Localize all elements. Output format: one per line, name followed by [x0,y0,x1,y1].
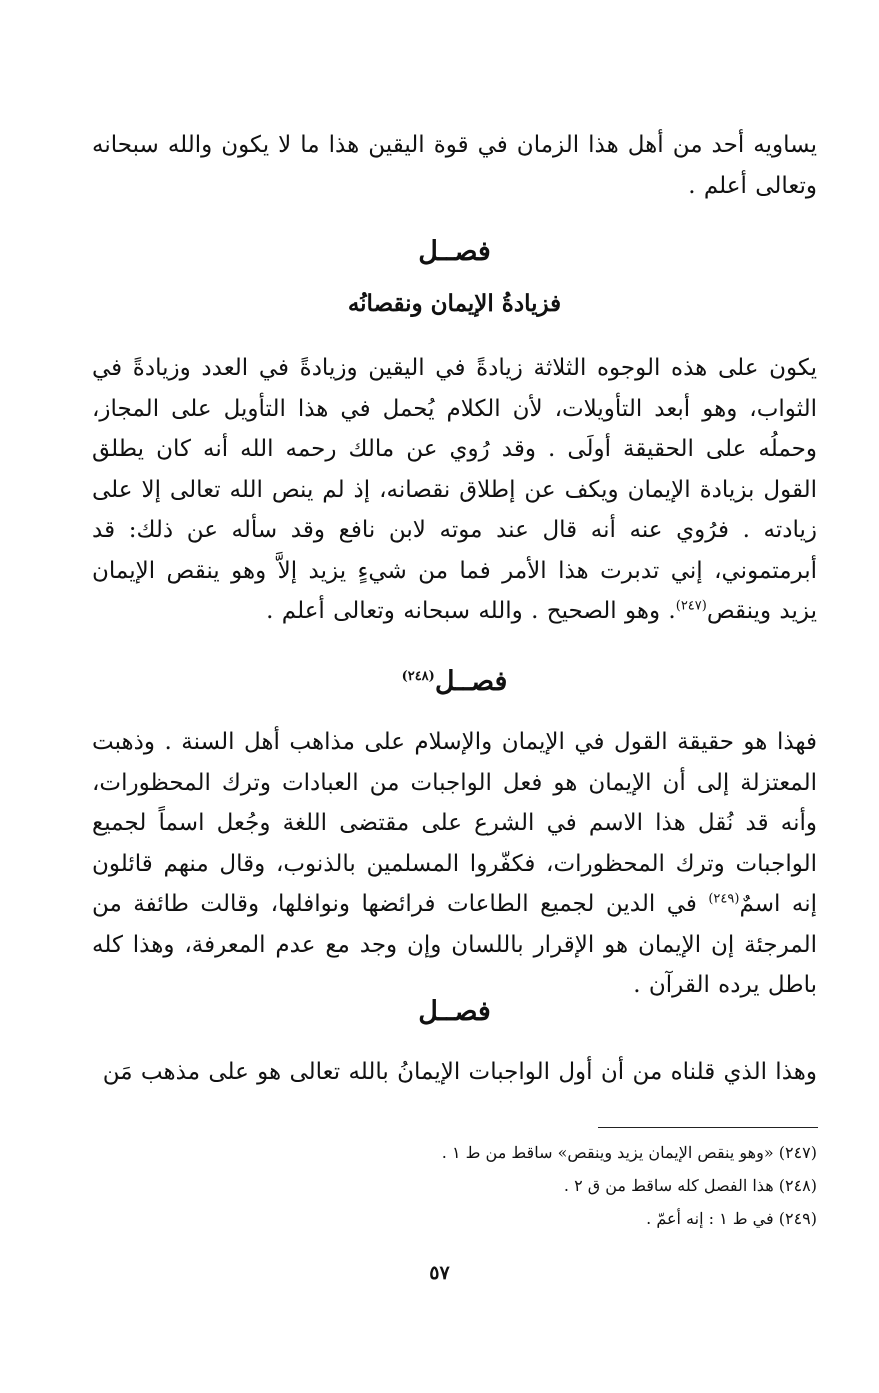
paragraph-sunnah-mutazila [92,722,817,1006]
footnote-ref-247[interactable]: (٢٤٧) [675,598,707,614]
paragraph-continued [92,125,817,206]
footnote-divider [598,1127,818,1128]
paragraph-text: يساويه أحد من أهل هذا الزمان في قوة اليقين هذا ما لا يكون والله سبحانه وتعالى أعلم . [92,132,817,199]
footnote-ref-248[interactable]: (٢٤٨) [401,669,435,684]
footnote-248: (٢٤٨) هذا الفصل كله ساقط من ق ٢ . [563,1176,817,1195]
paragraph-text: وهذا الذي قلناه من أن أول الواجبات الإيمانُ بالله تعالى هو على مذهب مَن [102,1059,817,1085]
paragraph-text: فهذا هو حقيقة القول في الإيمان والإسلام على مذاهب أهل السنة . وذهبت المعتزلة إلى أن الإيمان هو فعل الواجبات من العبادات وترك المحظورات، وأنه قد نُقل هذا الاسم في الشرع على مقتضى اللغة وجُعل اسماً لجميع الواجبات وترك المحظورات، فكفّروا المسلمين بالذنوب، وقال منهم قائلون إنه اسمٌ [92,729,818,917]
section-heading-fasl [92,666,817,697]
footnote-ref-249[interactable]: (٢٤٩) [708,891,740,907]
heading-text: فصــل [434,666,508,697]
paragraph-text: يكون على هذه الوجوه الثلاثة زيادةً في اليقين وزيادةً في العدد وزيادةً في الثواب، وهو أبعد التأويلات، لأن الكلام يُحمل في هذا التأويل على المجاز، وحملُه على الحقيقة أولَى . وقد رُوي عن مالك رحمه الله أنه كان يطلق القول بزيادة الإيمان ويكف عن إطلاق نقصانه، إذ لم ينص الله تعالى إلا على زيادته . فرُوي عنه أنه قال عند موته لابن نافع وقد سأله عن ذلك: قد أبرمتموني، إني تدبرت هذا الأمر فما من شيءٍ يزيد إلاَّ وهو ينقص الإيمان يزيد وينقص [92,355,817,624]
section-heading-fasl: فصــل [418,996,491,1027]
paragraph-text: . وهو الصحيح . والله سبحانه وتعالى أعلم . [266,598,676,624]
section-heading-fasl: فصــل [418,236,491,267]
footnote-247: (٢٤٧) «وهو ينقص الإيمان يزيد وينقص» ساقط من ط ١ . [441,1143,817,1162]
page-number: ٥٧ [429,1262,450,1284]
section-subtitle: فزيادةُ الإيمان ونقصانُه [347,290,562,317]
paragraph-text: في الدين لجميع الطاعات فرائضها ونوافلها، وقالت طائفة من المرجئة إن الإيمان هو الإقرار باللسان وإن وجد مع عدم المعرفة، وهذا كله باطل يرده القرآن . [92,891,817,998]
paragraph-first-obligation [92,1052,817,1093]
footnote-249: (٢٤٩) في ط ١ : إنه أعمّ . [646,1209,817,1228]
paragraph-increase-decrease [92,348,817,632]
footnotes-list [92,1136,817,1235]
